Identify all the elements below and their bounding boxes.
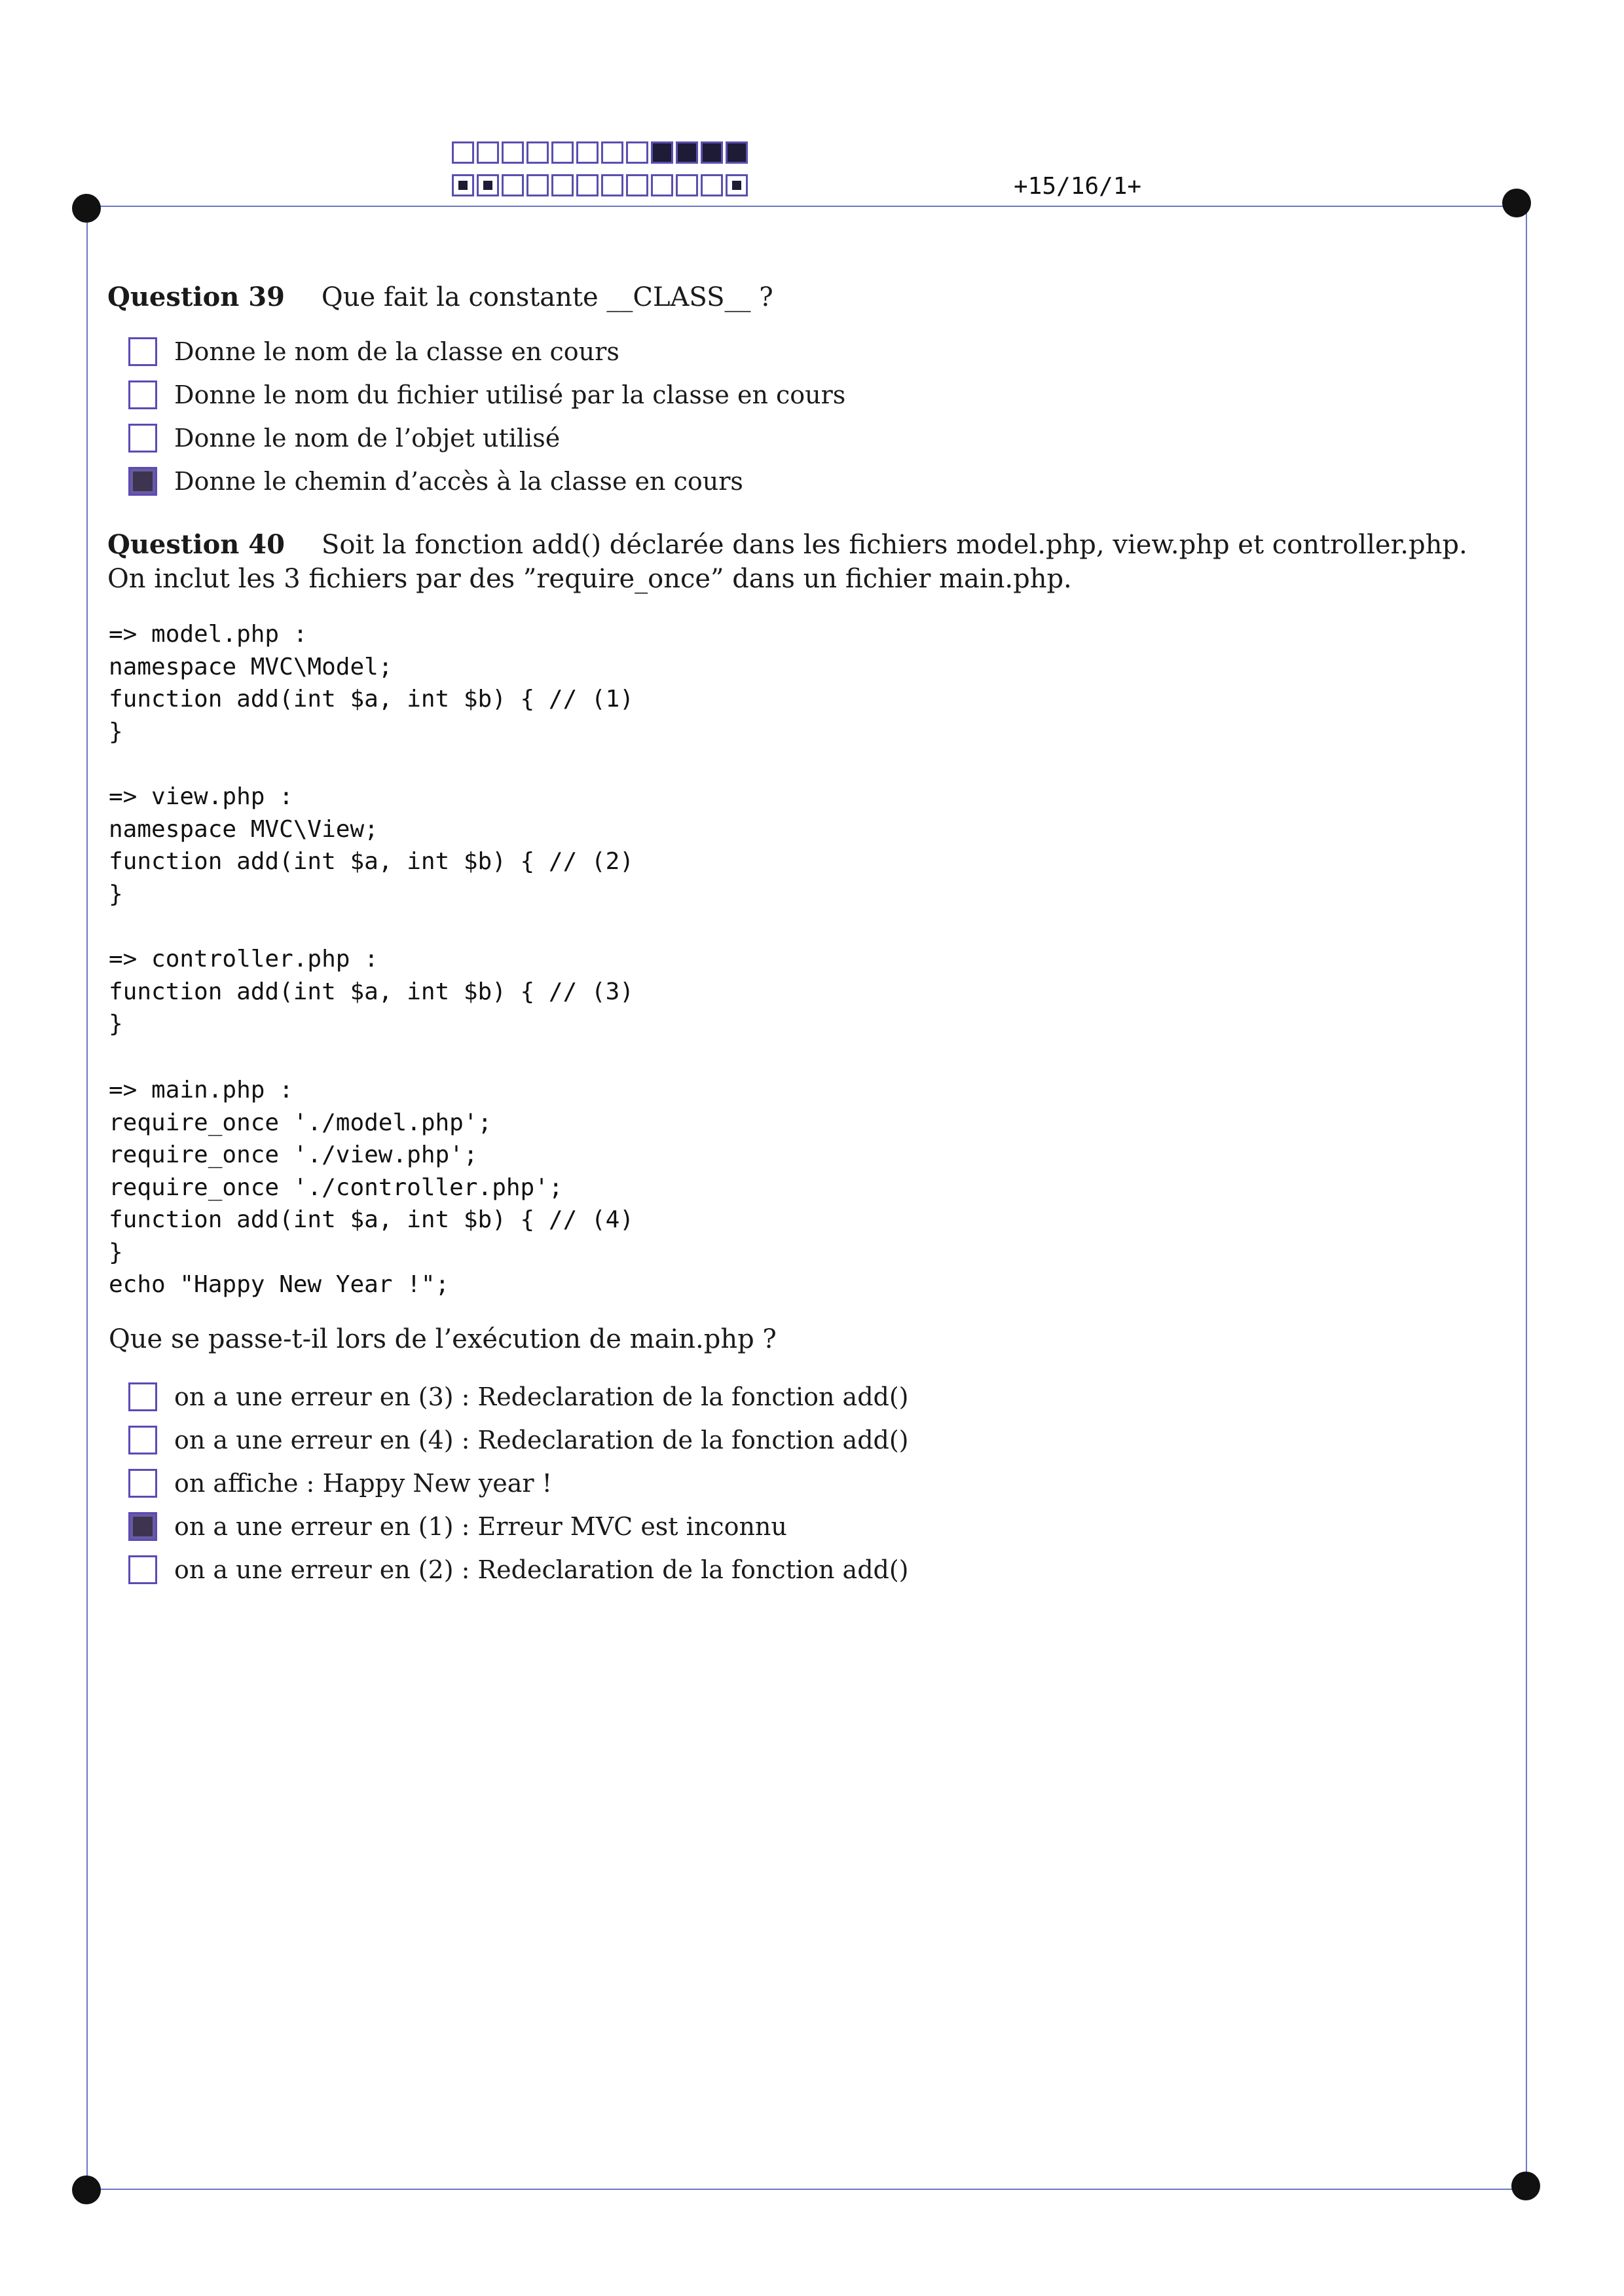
question-40-prompt: Que se passe-t-il lors de l’exécution de main.php ? bbox=[109, 1324, 777, 1354]
question-40-heading bbox=[107, 528, 1502, 596]
code-box bbox=[477, 174, 499, 196]
code-box bbox=[526, 141, 549, 164]
registration-mark-top-right bbox=[1502, 189, 1531, 217]
question-39-heading bbox=[107, 280, 773, 314]
answer-checkbox[interactable] bbox=[128, 1426, 157, 1454]
answer-checkbox[interactable] bbox=[128, 1555, 157, 1584]
code-box bbox=[576, 141, 599, 164]
page-id: +15/16/1+ bbox=[1014, 173, 1142, 200]
answer-option[interactable] bbox=[128, 460, 845, 503]
code-box bbox=[701, 174, 723, 196]
answer-option[interactable] bbox=[128, 1418, 909, 1462]
question-39-options bbox=[128, 330, 845, 503]
answer-option[interactable] bbox=[128, 1548, 909, 1591]
question-text: Que fait la constante __CLASS__ ? bbox=[321, 282, 773, 312]
code-block-view: => view.php : namespace MVC\View; function add(int $a, int $b) { // (2) } bbox=[109, 783, 634, 908]
code-box bbox=[626, 174, 648, 196]
answer-text: on affiche : Happy New year ! bbox=[174, 1469, 552, 1498]
answer-checkbox[interactable] bbox=[128, 380, 157, 409]
code-box bbox=[452, 174, 474, 196]
code-box bbox=[601, 174, 623, 196]
code-row-1 bbox=[452, 141, 748, 166]
answer-option[interactable] bbox=[128, 373, 845, 417]
code-box bbox=[726, 141, 748, 164]
registration-mark-top-left bbox=[72, 194, 101, 223]
answer-option[interactable] bbox=[128, 1462, 909, 1505]
answer-checkbox[interactable] bbox=[128, 1382, 157, 1411]
code-box bbox=[676, 174, 698, 196]
answer-text: Donne le nom du fichier utilisé par la classe en cours bbox=[174, 380, 846, 409]
code-box bbox=[526, 174, 549, 196]
code-box bbox=[701, 141, 723, 164]
code-row-2 bbox=[452, 174, 748, 199]
code-box bbox=[726, 174, 748, 196]
answer-text: on a une erreur en (2) : Redeclaration de la fonction add() bbox=[174, 1555, 909, 1584]
answer-option[interactable] bbox=[128, 417, 845, 460]
code-box bbox=[502, 174, 524, 196]
answer-text: Donne le nom de l’objet utilisé bbox=[174, 424, 561, 453]
registration-mark-bottom-left bbox=[72, 2176, 101, 2204]
code-box bbox=[626, 141, 648, 164]
answer-text: on a une erreur en (3) : Redeclaration de la fonction add() bbox=[174, 1382, 909, 1411]
code-box bbox=[551, 141, 574, 164]
question-text: Soit la fonction add() déclarée dans les fichiers model.php, view.php et controller.php. On inclut les 3 fichiers par des ”require_once” dans un fichier main.php. bbox=[107, 530, 1467, 594]
registration-mark-bottom-right bbox=[1511, 2172, 1540, 2200]
code-box bbox=[477, 141, 499, 164]
code-box bbox=[651, 141, 673, 164]
code-block-model: => model.php : namespace MVC\Model; function add(int $a, int $b) { // (1) } bbox=[109, 621, 634, 745]
code-box bbox=[551, 174, 574, 196]
answer-option[interactable] bbox=[128, 1505, 909, 1548]
answer-text: on a une erreur en (4) : Redeclaration de la fonction add() bbox=[174, 1426, 909, 1454]
code-box bbox=[676, 141, 698, 164]
code-block-main: => main.php : require_once './model.php'; require_once './view.php'; require_once './controller.php'; function add(int $a, int $b) { // (4) } echo "Happy New Year !"; bbox=[109, 1077, 634, 1298]
answer-option[interactable] bbox=[128, 1375, 909, 1418]
code-box bbox=[452, 141, 474, 164]
code-block-controller: => controller.php : function add(int $a, int $b) { // (3) } bbox=[109, 946, 634, 1037]
code-box bbox=[576, 174, 599, 196]
code-box bbox=[502, 141, 524, 164]
answer-checkbox[interactable] bbox=[128, 467, 157, 496]
answer-text: Donne le nom de la classe en cours bbox=[174, 337, 619, 366]
answer-checkbox[interactable] bbox=[128, 1512, 157, 1541]
answer-checkbox[interactable] bbox=[128, 1469, 157, 1498]
code-box bbox=[601, 141, 623, 164]
question-label: Question 40 bbox=[107, 529, 285, 560]
answer-checkbox[interactable] bbox=[128, 337, 157, 366]
answer-text: Donne le chemin d’accès à la classe en cours bbox=[174, 467, 743, 496]
answer-text: on a une erreur en (1) : Erreur MVC est inconnu bbox=[174, 1512, 787, 1541]
code-box bbox=[651, 174, 673, 196]
answer-option[interactable] bbox=[128, 330, 845, 373]
question-40-options bbox=[128, 1375, 909, 1591]
question-label: Question 39 bbox=[107, 282, 285, 312]
answer-checkbox[interactable] bbox=[128, 424, 157, 453]
